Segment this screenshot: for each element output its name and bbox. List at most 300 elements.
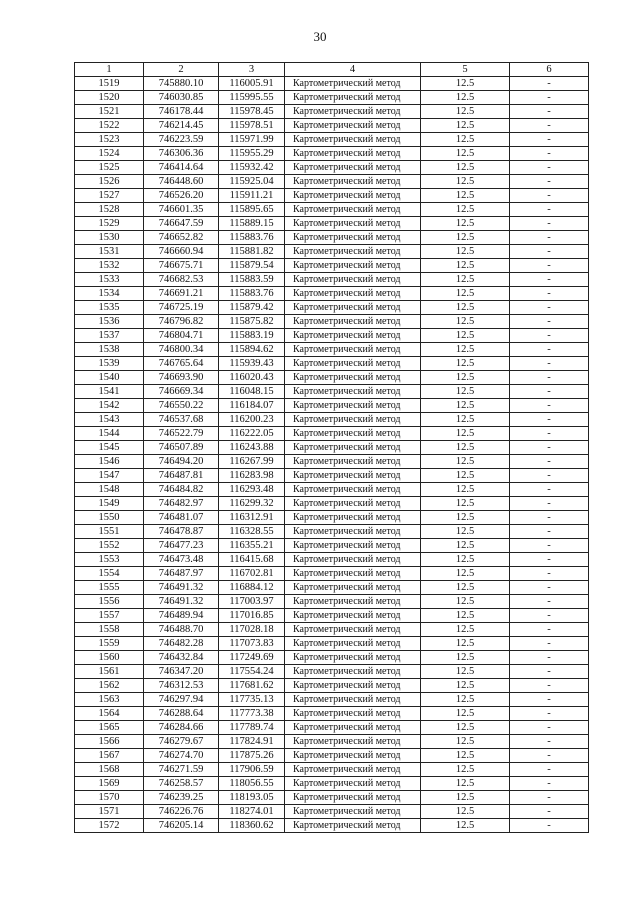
y-coordinate-cell: 117735.13	[219, 693, 285, 707]
x-coordinate-cell: 746288.64	[144, 707, 219, 721]
table-row	[75, 497, 589, 511]
y-coordinate-cell: 116293.48	[219, 483, 285, 497]
x-coordinate-cell: 746478.87	[144, 525, 219, 539]
precision-cell: 12.5	[421, 567, 510, 581]
x-coordinate-cell: 746271.59	[144, 763, 219, 777]
precision-cell: 12.5	[421, 357, 510, 371]
table-row	[75, 413, 589, 427]
point-number-cell: 1521	[75, 105, 144, 119]
table-row	[75, 315, 589, 329]
point-number-cell: 1531	[75, 245, 144, 259]
note-cell: -	[510, 371, 589, 385]
method-cell: Картометрический метод	[285, 91, 421, 105]
y-coordinate-cell: 117875.26	[219, 749, 285, 763]
precision-cell: 12.5	[421, 455, 510, 469]
precision-cell: 12.5	[421, 637, 510, 651]
note-cell: -	[510, 357, 589, 371]
x-coordinate-cell: 746274.70	[144, 749, 219, 763]
point-number-cell: 1570	[75, 791, 144, 805]
point-number-cell: 1557	[75, 609, 144, 623]
y-coordinate-cell: 115971.99	[219, 133, 285, 147]
point-number-cell: 1545	[75, 441, 144, 455]
precision-cell: 12.5	[421, 301, 510, 315]
table-row	[75, 119, 589, 133]
y-coordinate-cell: 115978.51	[219, 119, 285, 133]
x-coordinate-cell: 746489.94	[144, 609, 219, 623]
note-cell: -	[510, 413, 589, 427]
table-row	[75, 525, 589, 539]
table-row	[75, 77, 589, 91]
method-cell: Картометрический метод	[285, 805, 421, 819]
note-cell: -	[510, 693, 589, 707]
note-cell: -	[510, 665, 589, 679]
precision-cell: 12.5	[421, 581, 510, 595]
table-row	[75, 763, 589, 777]
precision-cell: 12.5	[421, 399, 510, 413]
table-row	[75, 567, 589, 581]
page-number: 30	[313, 29, 327, 44]
method-cell: Картометрический метод	[285, 539, 421, 553]
method-cell: Картометрический метод	[285, 749, 421, 763]
precision-cell: 12.5	[421, 147, 510, 161]
y-coordinate-cell: 116048.15	[219, 385, 285, 399]
x-coordinate-cell: 746765.64	[144, 357, 219, 371]
point-number-cell: 1560	[75, 651, 144, 665]
table-body	[75, 77, 589, 833]
y-coordinate-cell: 118274.01	[219, 805, 285, 819]
table-row	[75, 511, 589, 525]
precision-cell: 12.5	[421, 413, 510, 427]
table-row	[75, 343, 589, 357]
method-cell: Картометрический метод	[285, 259, 421, 273]
method-cell: Картометрический метод	[285, 77, 421, 91]
y-coordinate-cell: 118360.62	[219, 819, 285, 833]
y-coordinate-cell: 115879.42	[219, 301, 285, 315]
table-row	[75, 791, 589, 805]
method-cell: Картометрический метод	[285, 203, 421, 217]
x-coordinate-cell: 746414.64	[144, 161, 219, 175]
precision-cell: 12.5	[421, 105, 510, 119]
y-coordinate-cell: 117249.69	[219, 651, 285, 665]
table-row	[75, 287, 589, 301]
y-coordinate-cell: 115883.19	[219, 329, 285, 343]
precision-cell: 12.5	[421, 539, 510, 553]
table-row	[75, 161, 589, 175]
point-number-cell: 1552	[75, 539, 144, 553]
method-cell: Картометрический метод	[285, 595, 421, 609]
table-row	[75, 91, 589, 105]
point-number-cell: 1566	[75, 735, 144, 749]
point-number-cell: 1532	[75, 259, 144, 273]
table-row	[75, 371, 589, 385]
column-header: 6	[510, 63, 589, 77]
method-cell: Картометрический метод	[285, 553, 421, 567]
y-coordinate-cell: 116328.55	[219, 525, 285, 539]
method-cell: Картометрический метод	[285, 329, 421, 343]
x-coordinate-cell: 746239.25	[144, 791, 219, 805]
y-coordinate-cell: 115895.65	[219, 203, 285, 217]
method-cell: Картометрический метод	[285, 721, 421, 735]
table-row	[75, 133, 589, 147]
y-coordinate-cell: 116243.88	[219, 441, 285, 455]
y-coordinate-cell: 116312.91	[219, 511, 285, 525]
note-cell: -	[510, 273, 589, 287]
table-row	[75, 427, 589, 441]
table-row	[75, 259, 589, 273]
precision-cell: 12.5	[421, 679, 510, 693]
note-cell: -	[510, 777, 589, 791]
note-cell: -	[510, 819, 589, 833]
y-coordinate-cell: 116299.32	[219, 497, 285, 511]
note-cell: -	[510, 427, 589, 441]
x-coordinate-cell: 746652.82	[144, 231, 219, 245]
y-coordinate-cell: 115889.15	[219, 217, 285, 231]
point-number-cell: 1546	[75, 455, 144, 469]
note-cell: -	[510, 483, 589, 497]
table-row	[75, 455, 589, 469]
note-cell: -	[510, 595, 589, 609]
x-coordinate-cell: 746448.60	[144, 175, 219, 189]
precision-cell: 12.5	[421, 119, 510, 133]
note-cell: -	[510, 385, 589, 399]
coordinates-table	[74, 62, 589, 833]
method-cell: Картометрический метод	[285, 119, 421, 133]
x-coordinate-cell: 746725.19	[144, 301, 219, 315]
point-number-cell: 1540	[75, 371, 144, 385]
method-cell: Картометрический метод	[285, 427, 421, 441]
y-coordinate-cell: 115875.82	[219, 315, 285, 329]
y-coordinate-cell: 115911.21	[219, 189, 285, 203]
x-coordinate-cell: 746491.32	[144, 581, 219, 595]
point-number-cell: 1569	[75, 777, 144, 791]
point-number-cell: 1543	[75, 413, 144, 427]
point-number-cell: 1565	[75, 721, 144, 735]
precision-cell: 12.5	[421, 427, 510, 441]
precision-cell: 12.5	[421, 133, 510, 147]
note-cell: -	[510, 105, 589, 119]
y-coordinate-cell: 116415.68	[219, 553, 285, 567]
x-coordinate-cell: 746297.94	[144, 693, 219, 707]
precision-cell: 12.5	[421, 693, 510, 707]
column-header: 2	[144, 63, 219, 77]
table-row	[75, 777, 589, 791]
method-cell: Картометрический метод	[285, 133, 421, 147]
y-coordinate-cell: 118193.05	[219, 791, 285, 805]
precision-cell: 12.5	[421, 343, 510, 357]
precision-cell: 12.5	[421, 245, 510, 259]
table-row	[75, 231, 589, 245]
point-number-cell: 1562	[75, 679, 144, 693]
note-cell: -	[510, 637, 589, 651]
x-coordinate-cell: 746473.48	[144, 553, 219, 567]
x-coordinate-cell: 746796.82	[144, 315, 219, 329]
x-coordinate-cell: 746347.20	[144, 665, 219, 679]
note-cell: -	[510, 735, 589, 749]
x-coordinate-cell: 746481.07	[144, 511, 219, 525]
method-cell: Картометрический метод	[285, 497, 421, 511]
note-cell: -	[510, 175, 589, 189]
table-row	[75, 735, 589, 749]
precision-cell: 12.5	[421, 735, 510, 749]
precision-cell: 12.5	[421, 805, 510, 819]
precision-cell: 12.5	[421, 203, 510, 217]
precision-cell: 12.5	[421, 497, 510, 511]
point-number-cell: 1563	[75, 693, 144, 707]
x-coordinate-cell: 746601.35	[144, 203, 219, 217]
note-cell: -	[510, 581, 589, 595]
table-row	[75, 441, 589, 455]
x-coordinate-cell: 746804.71	[144, 329, 219, 343]
method-cell: Картометрический метод	[285, 399, 421, 413]
point-number-cell: 1519	[75, 77, 144, 91]
note-cell: -	[510, 609, 589, 623]
table-row	[75, 819, 589, 833]
point-number-cell: 1544	[75, 427, 144, 441]
precision-cell: 12.5	[421, 77, 510, 91]
point-number-cell: 1539	[75, 357, 144, 371]
point-number-cell: 1549	[75, 497, 144, 511]
x-coordinate-cell: 746477.23	[144, 539, 219, 553]
y-coordinate-cell: 117681.62	[219, 679, 285, 693]
precision-cell: 12.5	[421, 231, 510, 245]
method-cell: Картометрический метод	[285, 357, 421, 371]
y-coordinate-cell: 117554.24	[219, 665, 285, 679]
x-coordinate-cell: 746488.70	[144, 623, 219, 637]
point-number-cell: 1535	[75, 301, 144, 315]
y-coordinate-cell: 115894.62	[219, 343, 285, 357]
note-cell: -	[510, 469, 589, 483]
precision-cell: 12.5	[421, 483, 510, 497]
table-row	[75, 805, 589, 819]
table-row	[75, 581, 589, 595]
method-cell: Картометрический метод	[285, 483, 421, 497]
x-coordinate-cell: 746660.94	[144, 245, 219, 259]
point-number-cell: 1550	[75, 511, 144, 525]
y-coordinate-cell: 115881.82	[219, 245, 285, 259]
x-coordinate-cell: 746691.21	[144, 287, 219, 301]
note-cell: -	[510, 763, 589, 777]
y-coordinate-cell: 115955.29	[219, 147, 285, 161]
note-cell: -	[510, 287, 589, 301]
note-cell: -	[510, 497, 589, 511]
method-cell: Картометрический метод	[285, 147, 421, 161]
method-cell: Картометрический метод	[285, 665, 421, 679]
point-number-cell: 1527	[75, 189, 144, 203]
note-cell: -	[510, 455, 589, 469]
method-cell: Картометрический метод	[285, 525, 421, 539]
method-cell: Картометрический метод	[285, 189, 421, 203]
point-number-cell: 1526	[75, 175, 144, 189]
method-cell: Картометрический метод	[285, 679, 421, 693]
table-row	[75, 329, 589, 343]
table-row	[75, 539, 589, 553]
point-number-cell: 1553	[75, 553, 144, 567]
column-header: 4	[285, 63, 421, 77]
method-cell: Картометрический метод	[285, 413, 421, 427]
table-row	[75, 105, 589, 119]
y-coordinate-cell: 117789.74	[219, 721, 285, 735]
method-cell: Картометрический метод	[285, 567, 421, 581]
table-row	[75, 147, 589, 161]
y-coordinate-cell: 116355.21	[219, 539, 285, 553]
method-cell: Картометрический метод	[285, 651, 421, 665]
table-row	[75, 203, 589, 217]
method-cell: Картометрический метод	[285, 623, 421, 637]
x-coordinate-cell: 746258.57	[144, 777, 219, 791]
method-cell: Картометрический метод	[285, 217, 421, 231]
table-row	[75, 623, 589, 637]
point-number-cell: 1572	[75, 819, 144, 833]
table-row	[75, 189, 589, 203]
precision-cell: 12.5	[421, 525, 510, 539]
method-cell: Картометрический метод	[285, 161, 421, 175]
precision-cell: 12.5	[421, 511, 510, 525]
column-header: 3	[219, 63, 285, 77]
y-coordinate-cell: 117016.85	[219, 609, 285, 623]
x-coordinate-cell: 746669.34	[144, 385, 219, 399]
x-coordinate-cell: 746494.20	[144, 455, 219, 469]
table-row	[75, 665, 589, 679]
point-number-cell: 1534	[75, 287, 144, 301]
method-cell: Картометрический метод	[285, 581, 421, 595]
precision-cell: 12.5	[421, 371, 510, 385]
precision-cell: 12.5	[421, 469, 510, 483]
precision-cell: 12.5	[421, 777, 510, 791]
x-coordinate-cell: 746178.44	[144, 105, 219, 119]
precision-cell: 12.5	[421, 665, 510, 679]
y-coordinate-cell: 116283.98	[219, 469, 285, 483]
point-number-cell: 1530	[75, 231, 144, 245]
method-cell: Картометрический метод	[285, 791, 421, 805]
method-cell: Картометрический метод	[285, 777, 421, 791]
y-coordinate-cell: 115883.76	[219, 287, 285, 301]
x-coordinate-cell: 746693.90	[144, 371, 219, 385]
y-coordinate-cell: 115978.45	[219, 105, 285, 119]
y-coordinate-cell: 116884.12	[219, 581, 285, 595]
x-coordinate-cell: 746526.20	[144, 189, 219, 203]
precision-cell: 12.5	[421, 749, 510, 763]
note-cell: -	[510, 553, 589, 567]
x-coordinate-cell: 746284.66	[144, 721, 219, 735]
table-row	[75, 679, 589, 693]
point-number-cell: 1548	[75, 483, 144, 497]
method-cell: Картометрический метод	[285, 469, 421, 483]
note-cell: -	[510, 77, 589, 91]
method-cell: Картометрический метод	[285, 287, 421, 301]
note-cell: -	[510, 399, 589, 413]
table-row	[75, 637, 589, 651]
point-number-cell: 1536	[75, 315, 144, 329]
point-number-cell: 1554	[75, 567, 144, 581]
method-cell: Картометрический метод	[285, 273, 421, 287]
point-number-cell: 1525	[75, 161, 144, 175]
point-number-cell: 1538	[75, 343, 144, 357]
y-coordinate-cell: 115883.59	[219, 273, 285, 287]
point-number-cell: 1520	[75, 91, 144, 105]
y-coordinate-cell: 116184.07	[219, 399, 285, 413]
note-cell: -	[510, 147, 589, 161]
note-cell: -	[510, 539, 589, 553]
y-coordinate-cell: 116005.91	[219, 77, 285, 91]
note-cell: -	[510, 749, 589, 763]
y-coordinate-cell: 117824.91	[219, 735, 285, 749]
method-cell: Картометрический метод	[285, 343, 421, 357]
table-row	[75, 693, 589, 707]
x-coordinate-cell: 746432.84	[144, 651, 219, 665]
point-number-cell: 1523	[75, 133, 144, 147]
y-coordinate-cell: 115932.42	[219, 161, 285, 175]
precision-cell: 12.5	[421, 315, 510, 329]
method-cell: Картометрический метод	[285, 245, 421, 259]
point-number-cell: 1529	[75, 217, 144, 231]
table-row	[75, 749, 589, 763]
x-coordinate-cell: 746522.79	[144, 427, 219, 441]
precision-cell: 12.5	[421, 161, 510, 175]
precision-cell: 12.5	[421, 385, 510, 399]
x-coordinate-cell: 746312.53	[144, 679, 219, 693]
point-number-cell: 1522	[75, 119, 144, 133]
precision-cell: 12.5	[421, 91, 510, 105]
method-cell: Картометрический метод	[285, 301, 421, 315]
point-number-cell: 1561	[75, 665, 144, 679]
table-row	[75, 721, 589, 735]
point-number-cell: 1568	[75, 763, 144, 777]
point-number-cell: 1551	[75, 525, 144, 539]
x-coordinate-cell: 746279.67	[144, 735, 219, 749]
note-cell: -	[510, 441, 589, 455]
method-cell: Картометрический метод	[285, 231, 421, 245]
table-row	[75, 357, 589, 371]
table-row	[75, 483, 589, 497]
table-header-row	[75, 63, 589, 77]
note-cell: -	[510, 525, 589, 539]
x-coordinate-cell: 746482.97	[144, 497, 219, 511]
point-number-cell: 1559	[75, 637, 144, 651]
x-coordinate-cell: 746487.97	[144, 567, 219, 581]
x-coordinate-cell: 746306.36	[144, 147, 219, 161]
precision-cell: 12.5	[421, 609, 510, 623]
note-cell: -	[510, 301, 589, 315]
note-cell: -	[510, 623, 589, 637]
x-coordinate-cell: 746800.34	[144, 343, 219, 357]
x-coordinate-cell: 746484.82	[144, 483, 219, 497]
table-row	[75, 651, 589, 665]
method-cell: Картометрический метод	[285, 735, 421, 749]
precision-cell: 12.5	[421, 721, 510, 735]
precision-cell: 12.5	[421, 217, 510, 231]
table-row	[75, 707, 589, 721]
precision-cell: 12.5	[421, 791, 510, 805]
x-coordinate-cell: 746647.59	[144, 217, 219, 231]
y-coordinate-cell: 116020.43	[219, 371, 285, 385]
note-cell: -	[510, 315, 589, 329]
table-row	[75, 469, 589, 483]
method-cell: Картометрический метод	[285, 609, 421, 623]
y-coordinate-cell: 116702.81	[219, 567, 285, 581]
x-coordinate-cell: 746214.45	[144, 119, 219, 133]
note-cell: -	[510, 161, 589, 175]
method-cell: Картометрический метод	[285, 385, 421, 399]
note-cell: -	[510, 133, 589, 147]
x-coordinate-cell: 746550.22	[144, 399, 219, 413]
x-coordinate-cell: 746491.32	[144, 595, 219, 609]
x-coordinate-cell: 746030.85	[144, 91, 219, 105]
precision-cell: 12.5	[421, 329, 510, 343]
method-cell: Картометрический метод	[285, 763, 421, 777]
note-cell: -	[510, 217, 589, 231]
y-coordinate-cell: 117906.59	[219, 763, 285, 777]
method-cell: Картометрический метод	[285, 441, 421, 455]
